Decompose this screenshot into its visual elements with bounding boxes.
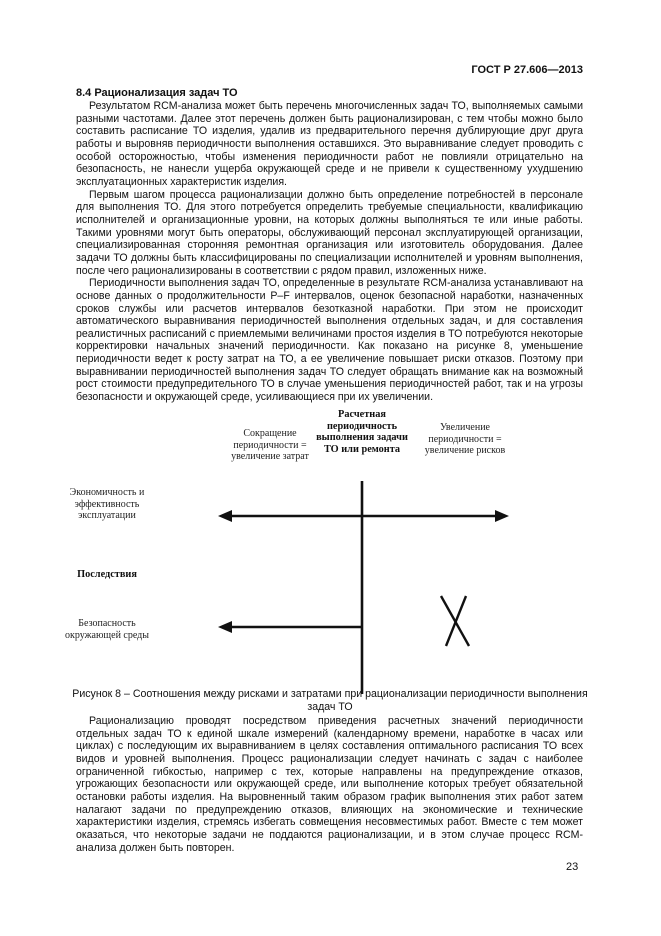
label-economy-efficiency: Экономичность и эффективность эксплуатации (69, 487, 145, 522)
standard-designation: ГОСТ Р 27.606—2013 (471, 64, 583, 76)
safety-arrow-left-head (218, 621, 232, 633)
paragraph: Результатом RCM-анализа может быть перечень многочисленных задач ТО, выполняемых самыми разными частотами. Далее этот перечень должен быть рационализирован, с тем чтобы можно было составить расписание ТО изделия, удалив из предварительного перечня дублирующие друг друга работы и выровняв периодичности выполнения оставшихся. Это выравнивание следует проводить с особой осторожностью, чтобы изменения периодичности работ не повлияли отрицательно на безопасность, не нанесли ущерба окружающей среде и не привели к существенному ухудшению эксплуатационных характеристик изделия. (76, 100, 583, 188)
cross-mark-stroke (441, 596, 469, 646)
text-block-top (76, 100, 583, 404)
cross-mark-stroke (446, 596, 466, 646)
section-title: 8.4 Рационализация задач ТО (76, 87, 238, 99)
paragraph: Периодичности выполнения задач ТО, определенные в результате RCM-анализа устанавливают на основе данных о продолжительности P–F интервалов, оценок безопасной наработки, назначенных сроков службы или расчетов интервалов безотказной наработки. При этом не происходит автоматического выравнивания периодичностей выполнения отдельных задач, и для составления реалистичных расписаний с приемлемыми величинами простоя изделия в ТО потребуются некоторые корректировки начальных значений периодичности. Как показано на рисунке 8, уменьшение периодичности ведет к росту затрат на ТО, а ее увеличение повышает риски отказов. Поэтому при выравнивании периодичностей выполнения задач ТО следует обращать внимание как на возможный рост стоимости предупредительного ТО в случае уменьшения периодичностей работ, так и на угрозы безопасности и окружающей среде, усиливающиеся при их увеличении. (76, 277, 583, 404)
label-increase-interval: Увеличение периодичности = увеличение рисков (424, 422, 506, 457)
label-decrease-interval: Сокращение периодичности = увеличение затрат (231, 428, 309, 463)
page-number: 23 (566, 861, 579, 873)
label-calculated-interval: Расчетная периодичность выполнения задачи ТО или ремонта (316, 409, 408, 455)
figure-caption: Рисунок 8 – Соотношения между рисками и затратами при рационализации периодичности выполнения задач ТО (72, 688, 588, 713)
paragraph: Первым шагом процесса рационализации должно быть определение потребностей в персонале для выполнения ТО. Для этого потребуется определить требуемые специальности, квалификацию исполнителей и организационные уровни, на которых должны выполняться те или иные работы. Такими уровнями могут быть операторы, обслуживающий персонал эксплуатирующей организации, специализированная сторонняя ремонтная организация или изготовитель оборудования. Далее задачи ТО должны быть классифицированы по специализации исполнителей и уровням выполнения, после чего рационализированы в соответствии с рядом правил, изложенных ниже. (76, 188, 583, 277)
economy-arrow-right-head (495, 510, 509, 522)
paragraph: Рационализацию проводят посредством приведения расчетных значений периодичности отдельных задач ТО к единой шкале измерений (календарному времени, наработке в часах или циклах) с последующим их выравниванием в целях составления оптимального расписания ТО всех видов и уровней выполнения. Процесс рационализации следует начинать с задач с наиболее ограниченной гибкостью, например с тех, которые направлены на предупреждение отказов, угрожающих безопасности или окружающей среде, или выполнение которых требует обязательной остановки работы изделия. На выровненный таким образом график выполнения этих работ затем налагают задачи по предупреждению отказов, влияющих на экономические и технические характеристики изделия, стремясь избегать совмещения несовместимых работ. Вместе с тем может оказаться, что некоторые задачи не поддаются рационализации, и в этом случае процесс RCM-анализа должен быть повторен. (76, 715, 583, 854)
text-block-bottom (76, 715, 583, 854)
label-consequences: Последствия (77, 569, 137, 580)
label-environmental-safety: Безопасность окружающей среды (65, 618, 149, 641)
economy-arrow-left-head (218, 510, 232, 522)
